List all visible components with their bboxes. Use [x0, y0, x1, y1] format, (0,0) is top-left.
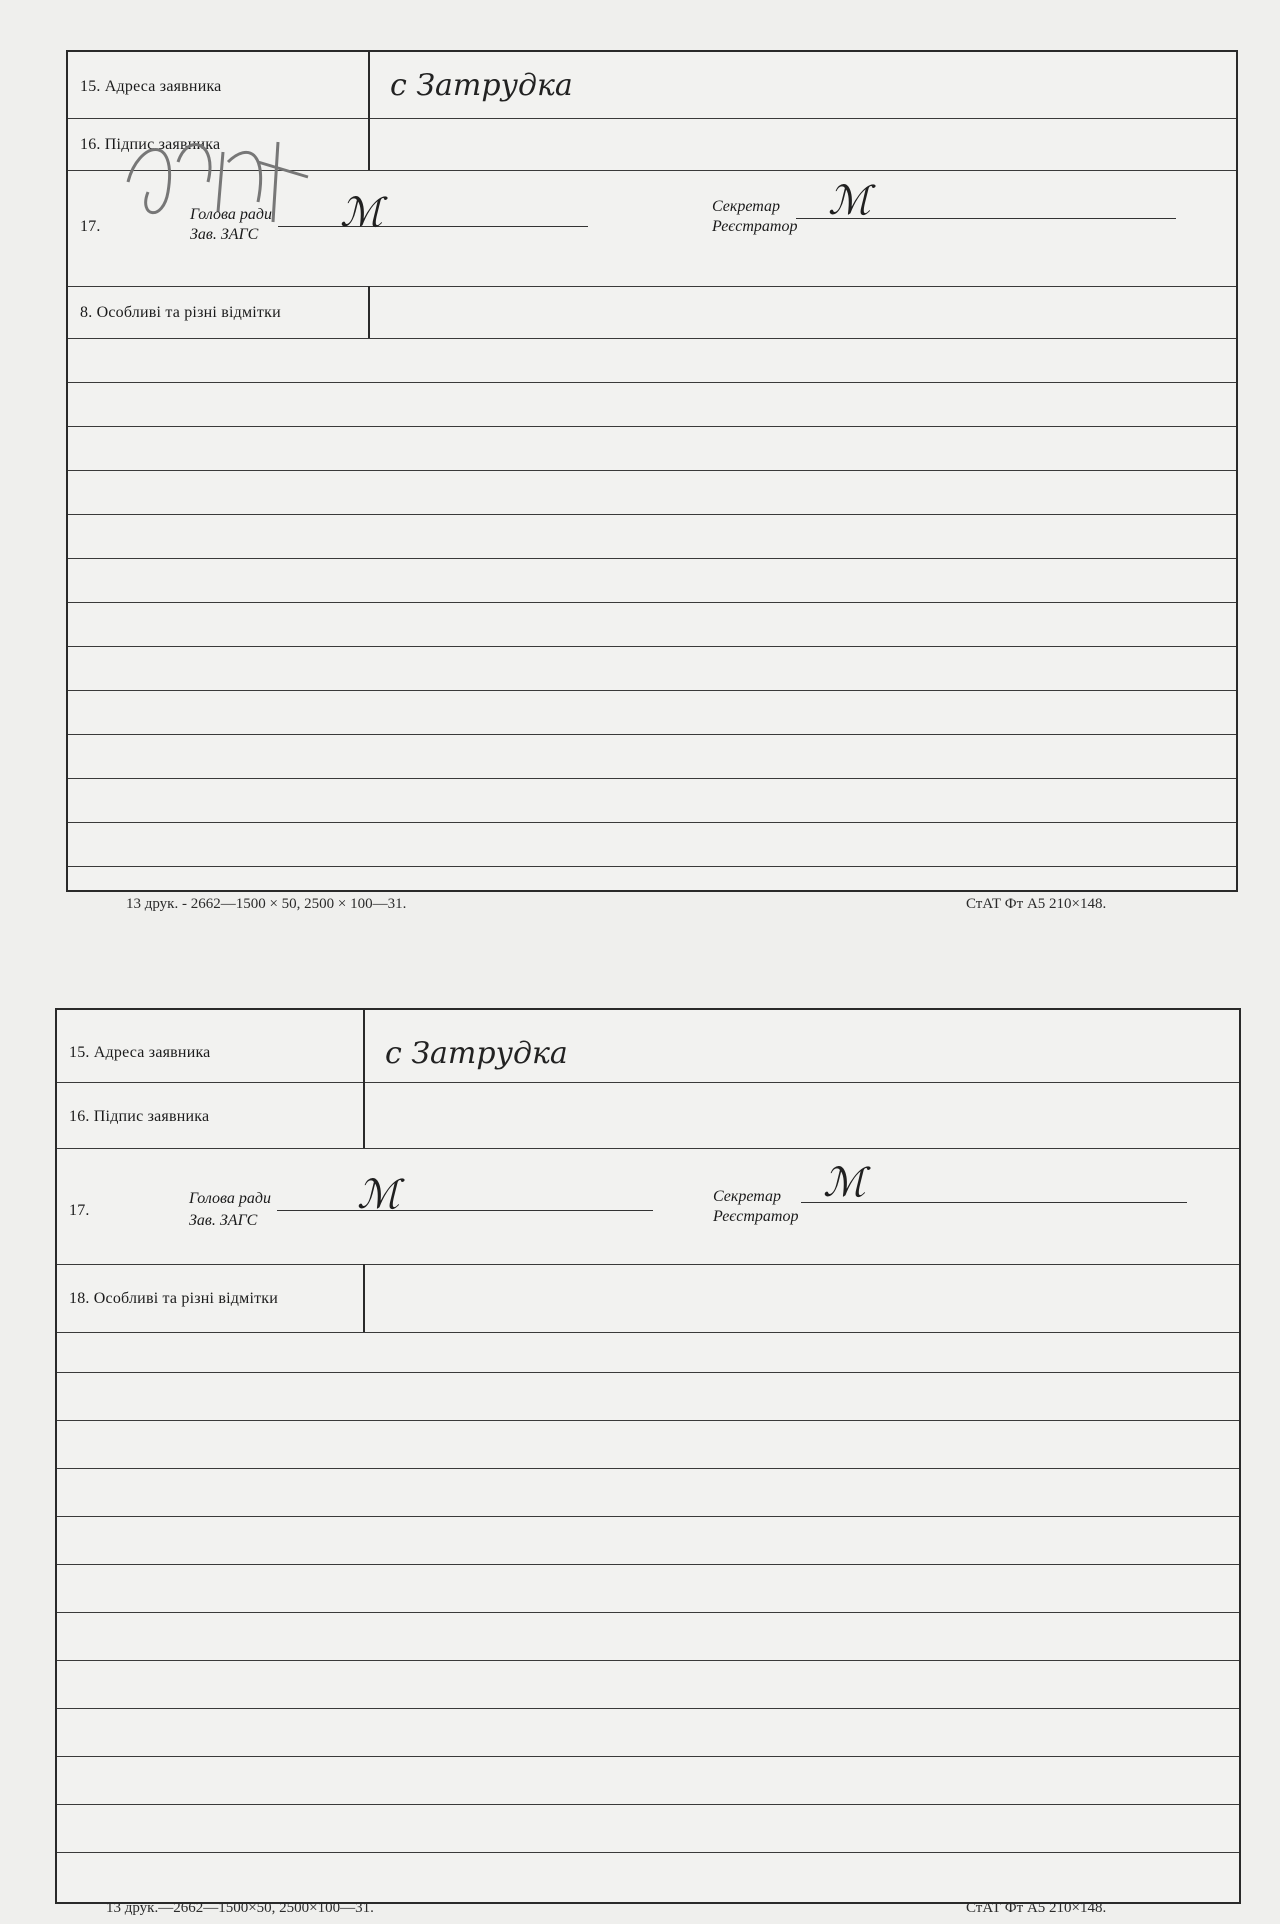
ruled-line — [68, 602, 1236, 603]
ruled-line — [68, 470, 1236, 471]
notes-label: 18. Особливі та різні відмітки — [69, 1290, 279, 1307]
applicant-signature-row — [57, 1082, 1239, 1149]
bottom-footer-right: СтАТ Фт А5 210×148. — [966, 1900, 1107, 1916]
address-value: с Затрудка — [385, 1036, 568, 1071]
top-form — [66, 50, 1238, 892]
ruled-line — [57, 1660, 1239, 1661]
head-label: Голова ради — [190, 206, 272, 223]
address-row — [68, 52, 1236, 119]
ruled-line — [68, 426, 1236, 427]
ruled-line — [57, 1804, 1239, 1805]
secretary-signature-mark: ℳ — [823, 1160, 866, 1206]
address-label-cell — [68, 52, 370, 118]
head-signature-line — [278, 226, 588, 227]
address-value: с Затрудка — [390, 68, 573, 103]
notes-row — [68, 286, 1236, 339]
registrar-label: Реєстратор — [712, 218, 798, 235]
notes-label: 8. Особливі та різні відмітки — [80, 304, 281, 321]
ruled-line — [57, 1372, 1239, 1373]
ruled-line — [57, 1564, 1239, 1565]
zags-label: Зав. ЗАГС — [190, 226, 259, 243]
secretary-signature-mark: ℳ — [828, 178, 871, 224]
address-label: 15. Адреса заявника — [80, 78, 222, 95]
ruled-line — [68, 514, 1236, 515]
ruled-line — [57, 1708, 1239, 1709]
applicant-signature-label-cell — [57, 1082, 365, 1148]
ruled-line — [57, 1420, 1239, 1421]
head-label: Голова ради — [189, 1190, 271, 1207]
ruled-line — [57, 1612, 1239, 1613]
address-row — [57, 1010, 1239, 1083]
ruled-line — [68, 734, 1236, 735]
head-signature-mark: ℳ — [340, 190, 383, 236]
top-footer-left: 13 друк. - 2662—1500 × 50, 2500 × 100—31. — [126, 896, 407, 912]
notes-label-cell — [57, 1264, 365, 1332]
secretary-label: Секретар — [712, 198, 781, 215]
ruled-line — [68, 866, 1236, 867]
top-footer-right: СтАТ Фт А5 210×148. — [966, 896, 1107, 912]
officials-row — [68, 170, 1236, 287]
notes-row — [57, 1264, 1239, 1333]
notes-label-cell — [68, 286, 370, 338]
ruled-line — [68, 778, 1236, 779]
address-label: 15. Адреса заявника — [69, 1044, 211, 1061]
bottom-footer-left: 13 друк.—2662—1500×50, 2500×100—31. — [106, 1900, 374, 1916]
ruled-line — [57, 1756, 1239, 1757]
ruled-line — [57, 1852, 1239, 1853]
ruled-line — [57, 1468, 1239, 1469]
ruled-line — [68, 382, 1236, 383]
head-signature-mark: ℳ — [357, 1172, 400, 1218]
bottom-form — [55, 1008, 1241, 1904]
ruled-line — [68, 558, 1236, 559]
row17-number: 17. — [69, 1202, 90, 1219]
secretary-label: Секретар — [713, 1188, 782, 1205]
applicant-signature-label: 16. Підпис заявника — [80, 136, 221, 153]
officials-row — [57, 1148, 1239, 1265]
ruled-line — [68, 646, 1236, 647]
zags-label: Зав. ЗАГС — [189, 1212, 258, 1229]
row17-number: 17. — [80, 218, 101, 235]
address-label-cell — [57, 1010, 365, 1082]
head-signature-line — [277, 1210, 653, 1211]
ruled-line — [68, 822, 1236, 823]
applicant-signature-label: 16. Підпис заявника — [69, 1108, 210, 1125]
ruled-line — [68, 690, 1236, 691]
ruled-line — [57, 1516, 1239, 1517]
registrar-label: Реєстратор — [713, 1208, 799, 1225]
